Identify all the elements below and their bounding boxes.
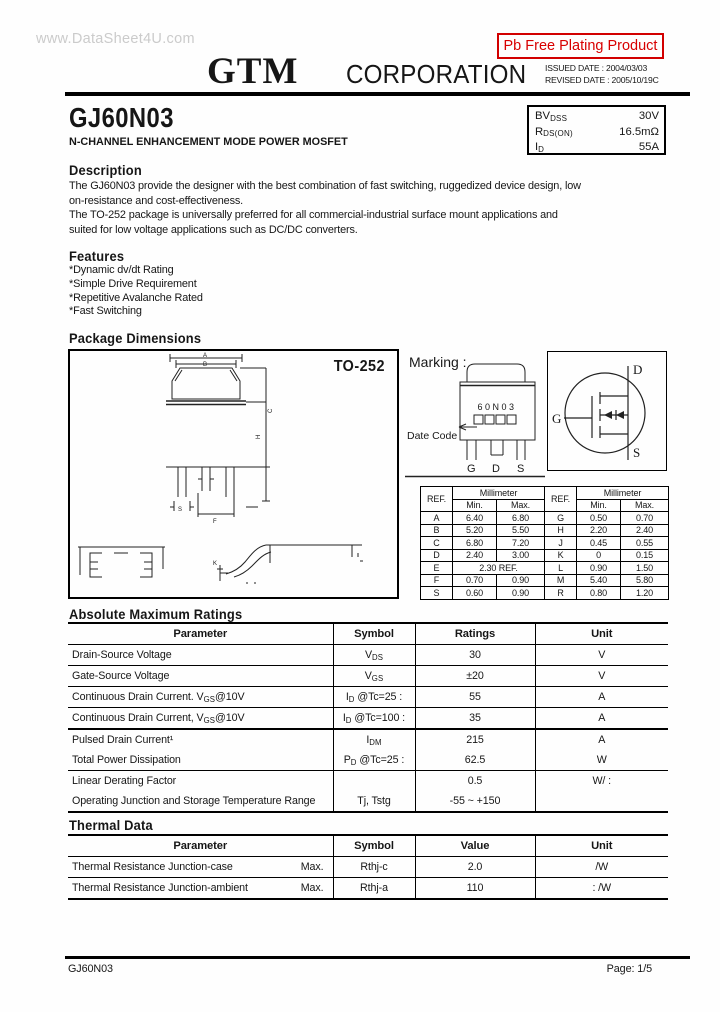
dim-mark-b: B — [203, 362, 208, 368]
spec-row-rdson — [535, 125, 659, 141]
marking-label: Marking : — [409, 354, 467, 370]
revised-date: REVISED DATE : 2005/10/19C — [545, 74, 659, 85]
dim-row: F 0.70 0.90 M 5.40 5.80 — [421, 574, 669, 587]
pin-label-g: G — [467, 463, 476, 475]
symbol-pin-d: D — [633, 362, 643, 377]
footer-part-number: GJ60N03 — [68, 963, 113, 975]
dim-mark-k: K — [213, 561, 218, 567]
dim-row: A 6.40 6.80 G 0.50 0.70 — [421, 512, 669, 525]
amr-table — [68, 622, 668, 813]
spec-value: 16.5mΩ — [619, 125, 659, 138]
amr-row: Continuous Drain Current, VGS@10V ID @Tc=100 : 35 A — [68, 708, 668, 730]
dim-mark-a: A — [203, 353, 208, 359]
dim-mark-c: C — [268, 408, 274, 413]
feature-item: *Fast Switching — [69, 305, 142, 318]
thermal-row: Thermal Resistance Junction-case Max. Rthj-c 2.0 /W — [68, 857, 668, 878]
thermal-row: Thermal Resistance Junction-ambient Max. Rthj-a 110 : /W — [68, 878, 668, 900]
dim-mm-header: Millimeter — [453, 487, 545, 500]
dim-mark-h: H — [256, 434, 262, 439]
spec-value: 55A — [638, 141, 659, 154]
body-diode-icon — [616, 411, 624, 419]
features-list — [69, 264, 203, 319]
dim-row: D 2.40 3.00 K 0 0.15 — [421, 549, 669, 562]
package-outline-box — [68, 349, 399, 599]
description-line: The TO-252 package is universally preferred for all commercial-industrial surface mount applications and — [69, 209, 558, 221]
symbol-pin-g: G — [552, 411, 562, 426]
part-number-title: GJ60N03 — [69, 102, 174, 133]
pin-label-s: S — [517, 463, 525, 475]
date-code-label: Date Code — [407, 430, 458, 442]
body-arrow-icon — [604, 411, 612, 419]
amr-row: Continuous Drain Current. VGS@10V ID @Tc=25 : 55 A — [68, 687, 668, 708]
features-heading: Features — [69, 248, 125, 264]
watermark: www.DataSheet4U.com — [36, 31, 195, 47]
description-heading: Description — [69, 162, 142, 178]
marking-drawing — [405, 351, 545, 478]
package-outline-drawing — [70, 351, 397, 597]
spec-label: ID — [535, 141, 545, 154]
spec-row-bvdss — [535, 109, 659, 125]
feature-item: *Dynamic dv/dt Rating — [69, 264, 174, 276]
spec-value: 30V — [638, 110, 659, 122]
part-subtitle: N-CHANNEL ENHANCEMENT MODE POWER MOSFET — [69, 136, 348, 148]
dimension-table — [420, 486, 669, 600]
header-rule — [65, 92, 690, 96]
spec-label: BVDSS — [535, 110, 568, 123]
to252-label: TO-252 — [333, 358, 385, 375]
mosfet-symbol-box — [547, 351, 667, 471]
amr-row: Pulsed Drain Current¹ IDM 215 A — [68, 729, 668, 750]
revision-dates — [545, 63, 659, 87]
thermal-heading: Thermal Data — [69, 817, 153, 833]
dim-mark-s: S — [178, 507, 183, 513]
amr-row: Total Power Dissipation PD @Tc=25 : 62.5 W — [68, 750, 668, 771]
description-line: The GJ60N03 provide the designer with the best combination of fast switching, ruggedized device design, low — [69, 180, 581, 192]
dim-ref-header: REF. — [421, 487, 453, 512]
dim-row: C 6.80 7.20 J 0.45 0.55 — [421, 537, 669, 550]
description-line: on-resistance and cost-effectiveness. — [69, 194, 244, 207]
thermal-header-row: Parameter Symbol Value Unit — [68, 835, 668, 857]
dim-row: E 2.30 REF. L 0.90 1.50 — [421, 562, 669, 575]
spec-row-id — [535, 140, 659, 156]
description-line: suited for low voltage applications such as DC/DC converters. — [69, 223, 358, 236]
footer-rule — [65, 956, 690, 959]
amr-heading: Absolute Maximum Ratings — [69, 606, 243, 622]
dim-mark-f: F — [213, 519, 217, 525]
quick-specs-box — [527, 105, 666, 155]
feature-item: *Simple Drive Requirement — [69, 277, 197, 290]
symbol-pin-s: S — [633, 445, 641, 460]
brand-name: CORPORATION — [346, 59, 527, 89]
description-paragraph — [69, 179, 581, 237]
dim-ref-header: REF. — [545, 487, 577, 512]
spec-label: RDS(ON) — [535, 125, 573, 139]
device-marking-text: 60N03 — [477, 402, 517, 412]
pin-label-d: D — [492, 463, 500, 475]
dim-mm-header: Millimeter — [577, 487, 669, 500]
pb-free-badge: Pb Free Plating Product — [497, 33, 664, 59]
dim-subheader-row: Min. Max. Min. Max. — [421, 499, 669, 512]
footer-page-number: Page: 1/5 — [606, 963, 652, 975]
mosfet-symbol-drawing — [548, 352, 666, 470]
dim-row: B 5.20 5.50 H 2.20 2.40 — [421, 524, 669, 537]
dim-header-row — [421, 487, 669, 500]
package-heading: Package Dimensions — [69, 330, 202, 346]
dim-row: S 0.60 0.90 R 0.80 1.20 — [421, 587, 669, 600]
feature-item: *Repetitive Avalanche Rated — [69, 291, 203, 304]
amr-row: Linear Derating Factor 0.5 W/ : — [68, 771, 668, 792]
thermal-table — [68, 834, 668, 900]
amr-row: Operating Junction and Storage Temperature Range Tj, Tstg -55 ~ +150 — [68, 791, 668, 812]
brand-logo: GTM — [207, 51, 299, 92]
amr-header-row: Parameter Symbol Ratings Unit — [68, 623, 668, 645]
amr-row: Drain-Source Voltage VDS 30 V — [68, 645, 668, 666]
issued-date: ISSUED DATE : 2004/03/03 — [545, 63, 648, 73]
amr-row: Gate-Source Voltage VGS ±20 V — [68, 666, 668, 687]
